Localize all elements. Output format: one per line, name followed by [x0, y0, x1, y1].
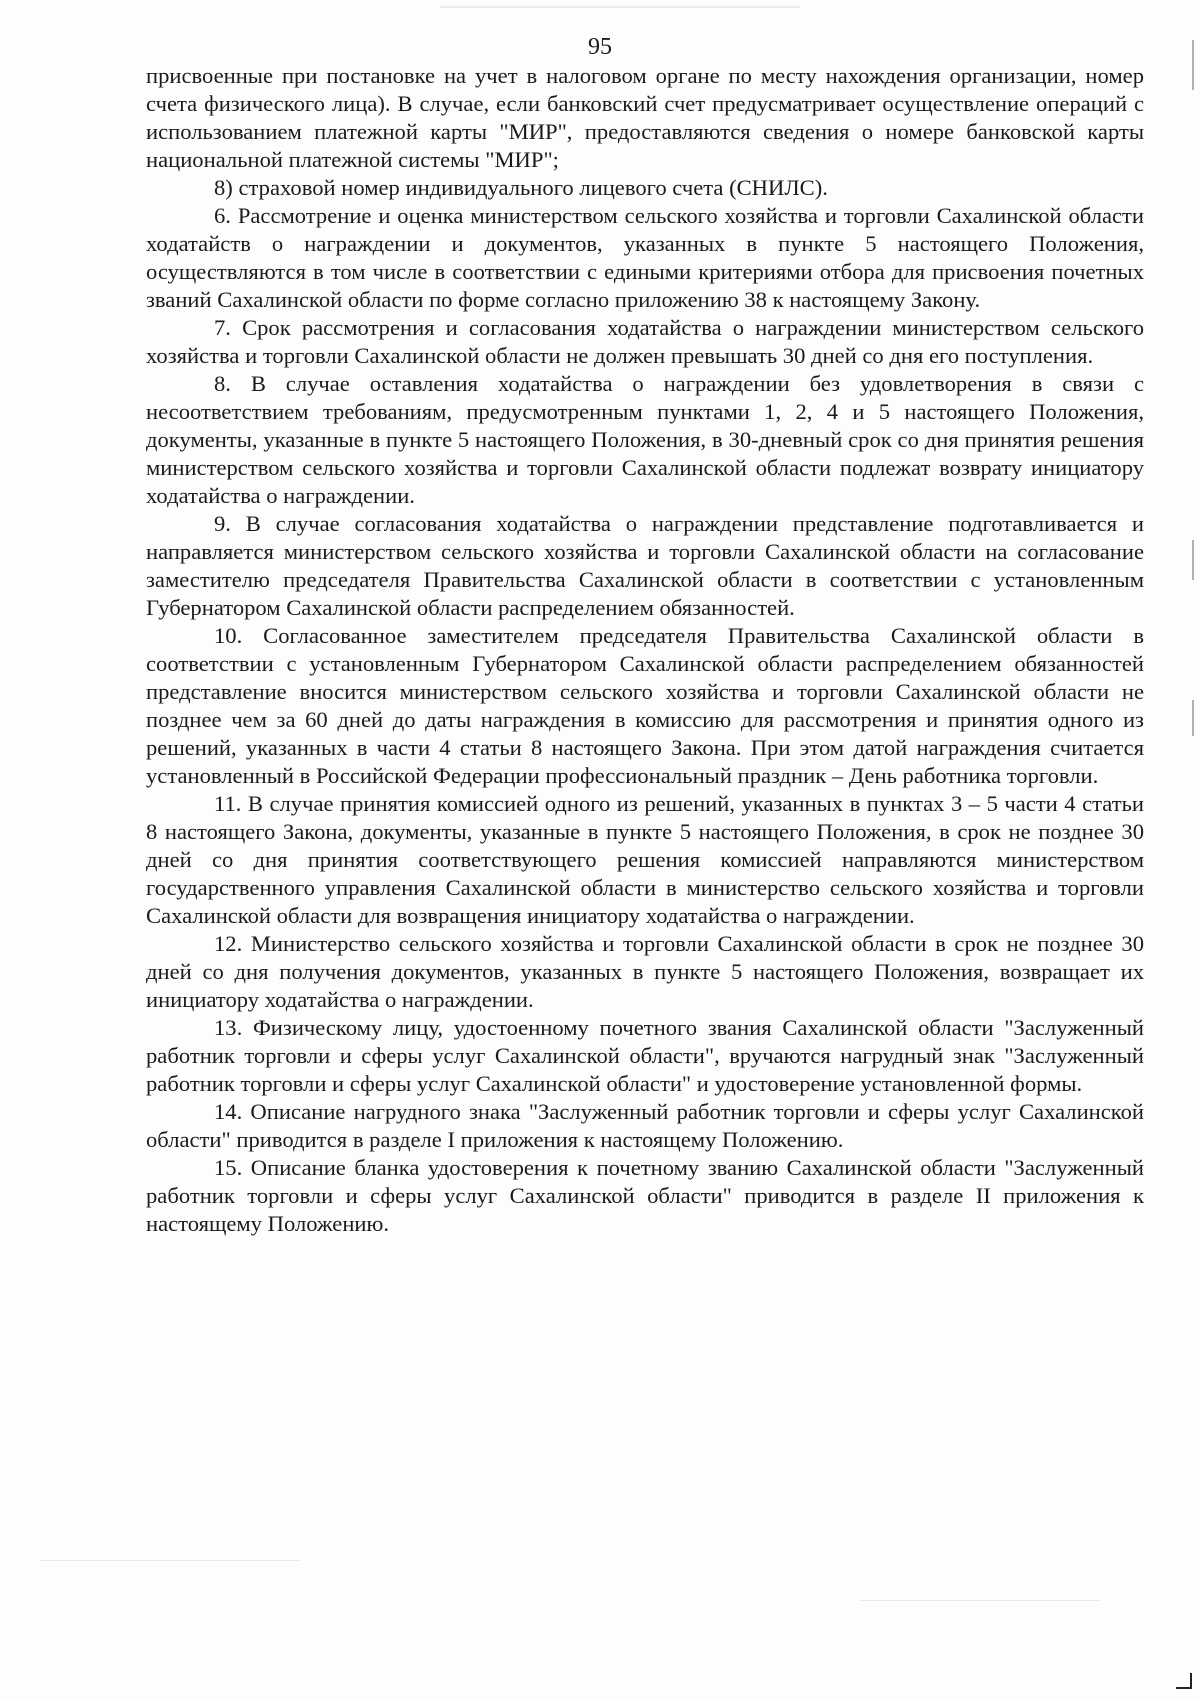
scan-noise-bottom-right	[860, 1600, 1100, 1601]
paragraph-14: 14. Описание нагрудного знака "Заслуженный работник торговли и сферы услуг Сахалинской области" приводится в разделе I приложения к настоящему Положению.	[146, 1099, 1144, 1152]
paragraph-continuation: присвоенные при постановке на учет в налоговом органе по месту нахождения организации, номер счета физического лица). В случае, если банковский счет предусматривает осуществление операций с использованием платежной карты "МИР", предоставляются сведения о номере банковской карты национальной платежной системы "МИР";	[146, 63, 1144, 172]
paragraph-8: 8. В случае оставления ходатайства о награждении без удовлетворения в связи с несоответствием требованиям, предусмотренным пунктами 1, 2, 4 и 5 настоящего Положения, документы, указанные в пункте 5 настоящего Положения, в 30-дневный срок со дня принятия решения министерством сельского хозяйства и торговли Сахалинской области подлежат возврату инициатору ходатайства о награждении.	[146, 371, 1144, 508]
paragraph-6: 6. Рассмотрение и оценка министерством сельского хозяйства и торговли Сахалинской области ходатайств о награждении и документов, указанных в пункте 5 настоящего Положения, осуществляются в том числе в соответствии с едиными критериями отбора для присвоения почетных званий Сахалинской области по форме согласно приложению 38 к настоящему Закону.	[146, 203, 1144, 312]
paragraph-13: 13. Физическому лицу, удостоенному почетного звания Сахалинской области "Заслуженный работник торговли и сферы услуг Сахалинской области", вручаются нагрудный знак "Заслуженный работник торговли и сферы услуг Сахалинской области" и удостоверение установленной формы.	[146, 1015, 1144, 1096]
scan-corner-mark	[1176, 1673, 1192, 1689]
paragraph-7: 7. Срок рассмотрения и согласования ходатайства о награждении министерством сельского хозяйства и торговли Сахалинской области не должен превышать 30 дней со дня его поступления.	[146, 315, 1144, 368]
document-body	[146, 62, 1144, 1238]
paragraph-12: 12. Министерство сельского хозяйства и торговли Сахалинской области в срок не позднее 30 дней со дня получения документов, указанных в пункте 5 настоящего Положения, возвращает их инициатору ходатайства о награждении.	[146, 931, 1144, 1012]
paragraph-10: 10. Согласованное заместителем председателя Правительства Сахалинской области в соответствии с установленным Губернатором Сахалинской области распределением обязанностей представление вносится министерством сельского хозяйства и торговли Сахалинской области не позднее чем за 60 дней до даты награждения в комиссию для рассмотрения и принятия одного из решений, указанных в части 4 статьи 8 настоящего Закона. При этом датой награждения считается установленный в Российской Федерации профессиональный праздник – День работника торговли.	[146, 623, 1144, 788]
scan-noise-bottom-left	[40, 1560, 300, 1561]
paragraph-11: 11. В случае принятия комиссией одного из решений, указанных в пунктах 3 – 5 части 4 статьи 8 настоящего Закона, документы, указанные в пункте 5 настоящего Положения, в срок не позднее 30 дней со дня принятия соответствующего решения комиссией направляются министерством государственного управления Сахалинской области в министерство сельского хозяйства и торговли Сахалинской области для возвращения инициатору ходатайства о награждении.	[146, 791, 1144, 928]
paragraph-9: 9. В случае согласования ходатайства о награждении представление подготавливается и направляется министерством сельского хозяйства и торговли Сахалинской области на согласование заместителю председателя Правительства Сахалинской области в соответствии с установленным Губернатором Сахалинской области распределением обязанностей.	[146, 511, 1144, 620]
paragraph-item-8: 8) страховой номер индивидуального лицевого счета (СНИЛС).	[214, 175, 828, 200]
page-number: 95	[588, 34, 612, 60]
paragraph-15: 15. Описание бланка удостоверения к почетному званию Сахалинской области "Заслуженный работник торговли и сферы услуг Сахалинской области" приводится в разделе II приложения к настоящему Положению.	[146, 1155, 1144, 1236]
scan-margin-mark	[1192, 700, 1194, 736]
scan-noise-top	[440, 6, 800, 8]
scan-margin-mark	[1192, 540, 1194, 580]
